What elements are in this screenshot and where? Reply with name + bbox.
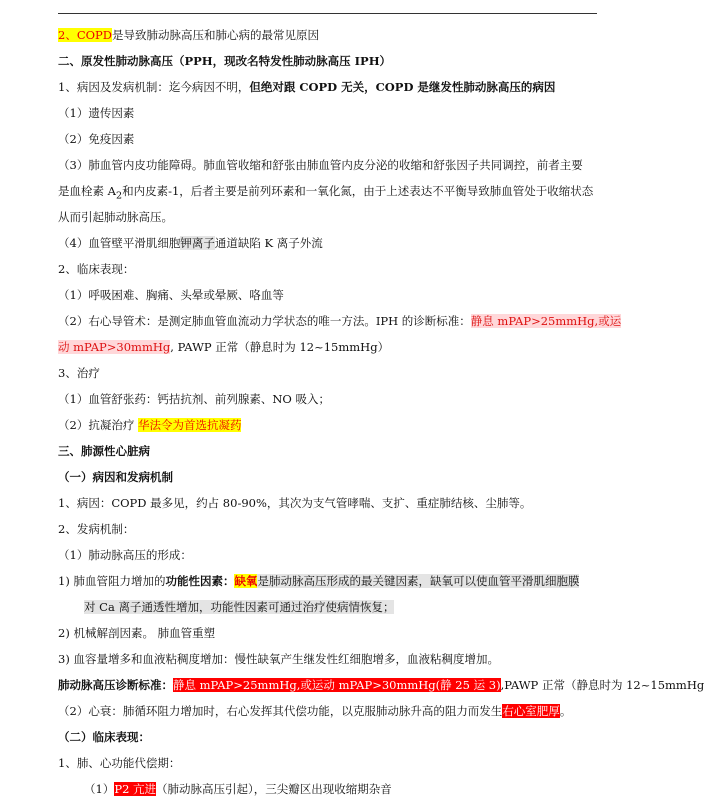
highlight-red: 右心室肥厚: [502, 704, 560, 718]
section-heading: 二、原发性肺动脉高压（PPH，现改名特发性肺动脉高压 IPH）: [58, 54, 392, 68]
text: 和内皮素-1，后者主要是前列环素和一氧化氮，由于上述表达不平衡导致肺血管处于收缩状态: [122, 184, 594, 198]
text: 1) 肺血管阻力增加的: [58, 574, 166, 588]
text: 。: [559, 704, 572, 718]
text: , PAWP 正常（静息时为 12~15mmHg）: [170, 340, 390, 354]
text: 是血栓素 A: [58, 184, 116, 198]
list-item-continuation: [84, 598, 394, 616]
highlight-red: P2 亢进: [114, 782, 157, 796]
highlight-gray: 对 Ca 离子通透性增加，功能性因素可通过治疗使病情恢复；: [84, 600, 395, 614]
subheading: 2、发病机制：: [58, 522, 135, 536]
highlight-copd: 2、COPD: [58, 28, 113, 42]
list-item: [58, 572, 579, 590]
highlight-hypoxia: 缺氧: [234, 574, 258, 588]
list-item: [84, 780, 392, 798]
subheading: 3、治疗: [58, 366, 100, 380]
list-item: [58, 234, 323, 252]
section-subheading: （二）临床表现：: [58, 730, 150, 744]
list-item: [58, 702, 571, 720]
bold-text: 肺动脉高压诊断标准：: [58, 678, 173, 692]
text: ,PAWP 正常（静息时为 12~15mmHg: [500, 678, 704, 692]
highlight-red: 静息 mPAP>25mmHg,或运动 mPAP>30mmHg(静 25 运 3): [173, 678, 501, 692]
text: 通道缺陷 K 离子外流: [214, 236, 323, 250]
list-item: [58, 416, 241, 434]
list-item: [58, 338, 389, 356]
bold-text: 但绝对跟 COPD 无关，COPD 是继发性肺动脉高压的病因: [249, 80, 556, 94]
list-item: （1）呼吸困难、胸痛、头晕或晕厥、咯血等: [58, 288, 284, 302]
text: 1、病因及发病机制：迄今病因不明，: [58, 80, 250, 94]
paragraph: [58, 182, 593, 205]
highlight-pink: 静息 mPAP>25mmHg,或运: [470, 314, 622, 328]
bold-text: 功能性因素：: [165, 574, 235, 588]
subscript: 2: [115, 190, 123, 202]
highlight-gray: 是肺动脉高压形成的最关键因素，缺氧可以使血管平滑肌细胞膜: [257, 574, 580, 588]
section-heading: 三、肺源性心脏病: [58, 444, 150, 458]
paragraph: [58, 78, 555, 96]
list-item: [58, 312, 621, 330]
paragraph: 1、病因：COPD 最多见，约占 80-90%，其次为支气管哮喘、支扩、重症肺结核、尘肺等。: [58, 496, 532, 510]
list-item: 3) 血容量增多和血液粘稠度增加：慢性缺氧产生继发性红细胞增多，血液粘稠度增加。: [58, 652, 499, 666]
header-rule: [58, 13, 597, 14]
section-subheading: （一）病因和发病机制: [58, 470, 173, 484]
paragraph: [58, 676, 704, 694]
text: （2）右心导管术：是测定肺血管血流动力学状态的唯一方法。IPH 的诊断标准：: [58, 314, 471, 328]
list-item: （1）遗传因素: [58, 106, 135, 120]
list-item: （1）血管舒张药：钙拮抗剂、前列腺素、NO 吸入；: [58, 392, 330, 406]
list-item: （1）肺动脉高压的形成：: [58, 548, 192, 562]
text: （4）血管壁平滑肌细胞: [58, 236, 181, 250]
text: （2）心衰：肺循环阻力增加时，右心发挥其代偿功能，以克服肺动脉升高的阻力而发生: [58, 704, 503, 718]
list-item: 2) 机械解剖因素。 肺血管重塑: [58, 626, 216, 640]
subheading: 2、临床表现：: [58, 262, 135, 276]
paragraph: （3）肺血管内皮功能障碍。肺血管收缩和舒张由肺血管内皮分泌的收缩和舒张因子共同调控，前者主要: [58, 158, 583, 172]
highlight-yellow: 华法令为首选抗凝药: [137, 418, 242, 432]
highlight-gray: 钾离子: [180, 236, 215, 250]
paragraph: 从而引起肺动脉高压。: [58, 210, 173, 224]
highlight-pink: 动 mPAP>30mmHg: [58, 340, 171, 354]
text: （2）抗凝治疗: [58, 418, 138, 432]
subheading: 1、肺、心功能代偿期：: [58, 756, 181, 770]
list-item: （2）免疫因素: [58, 132, 135, 146]
text: 是导致肺动脉高压和肺心病的最常见原因: [112, 28, 320, 42]
paragraph: [58, 26, 319, 44]
text: （1）: [84, 782, 115, 796]
text: （肺动脉高压引起），三尖瓣区出现收缩期杂音: [156, 782, 392, 796]
